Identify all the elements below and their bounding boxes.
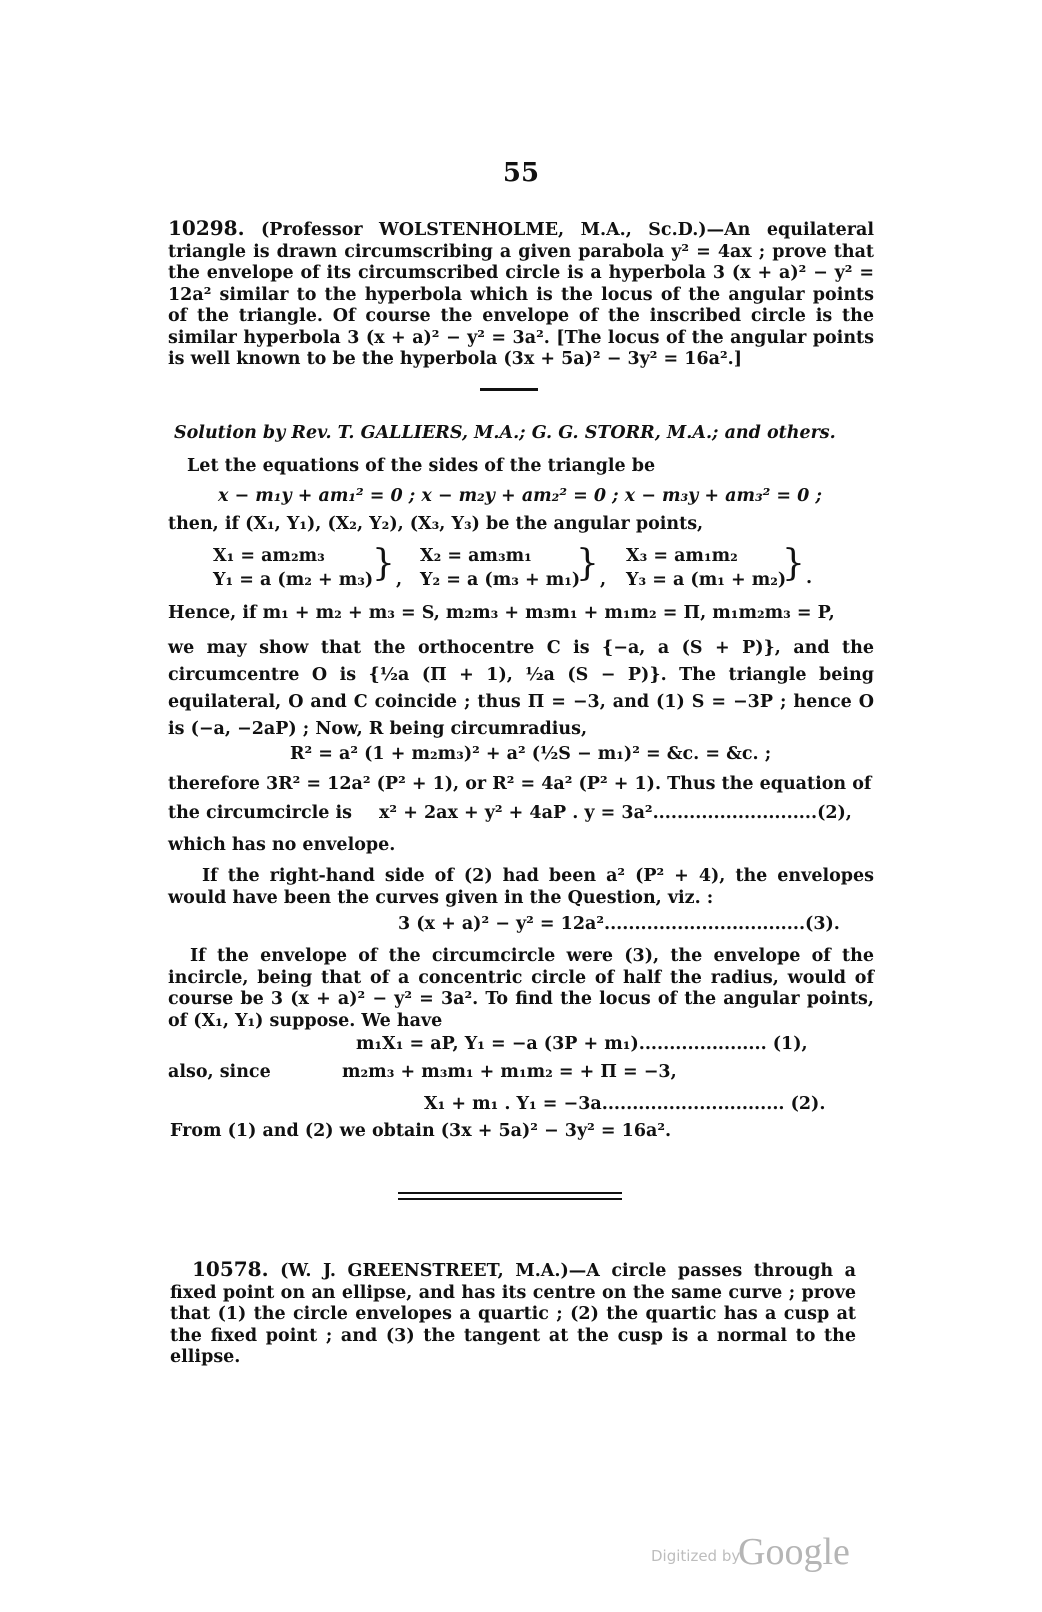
therefore-line: therefore 3R² = 12a² (P² + 1), or R² = 4a² (P² + 1). Thus the equation of xyxy=(168,774,872,794)
page-number: 55 xyxy=(502,158,540,188)
angular-points-line: then, if (X₁, Y₁), (X₂, Y₂), (X₃, Y₃) be the angular points, xyxy=(168,514,704,534)
also-equation: m₂m₃ + m₃m₁ + m₁m₂ = + Π = −3, xyxy=(342,1062,677,1082)
conclusion-line: From (1) and (2) we obtain (3x + 5a)² − 3y² = 16a². xyxy=(170,1121,672,1141)
y2-eq: Y₂ = a (m₃ + m₁) xyxy=(420,570,581,590)
problem-10298 xyxy=(168,218,874,371)
period-1: . xyxy=(806,568,813,588)
problem-number: 10578. xyxy=(192,1257,269,1281)
google-logo: Google xyxy=(738,1531,850,1573)
also-label: also, since xyxy=(168,1062,271,1082)
problem-10578 xyxy=(170,1259,856,1369)
problem-number: 10298. xyxy=(168,216,245,240)
brace-1: } xyxy=(372,543,395,584)
digitized-by-label: Digitized by xyxy=(651,1547,741,1565)
circumcircle-equation: x² + 2ax + y² + 4aP . y = 3a²...........................(2), xyxy=(379,803,852,823)
double-rule-bottom xyxy=(398,1198,622,1200)
incircle-paragraph: If the envelope of the circumcircle were (3), the envelope of the incircle, being that of a concentric circle of half the radius, would of course be 3 (x + a)² − y² = 3a². To find the locus of the angular points, of (X₁, Y₁) suppose. We have xyxy=(168,946,874,1031)
hence-line: Hence, if m₁ + m₂ + m₃ = S, m₂m₃ + m₃m₁ + m₁m₂ = Π, m₁m₂m₃ = P, xyxy=(168,603,835,623)
equation-3: 3 (x + a)² − y² = 12a².................................(3). xyxy=(398,914,840,934)
brace-2: } xyxy=(576,543,599,584)
x1-eq: X₁ = am₂m₃ xyxy=(213,546,325,566)
intro-line: Let the equations of the sides of the triangle be xyxy=(187,456,656,476)
y3-eq: Y₃ = a (m₁ + m₂) xyxy=(626,570,787,590)
equation-1: m₁X₁ = aP, Y₁ = −a (3P + m₁)..................... (1), xyxy=(356,1034,808,1054)
equation-2: X₁ + m₁ . Y₁ = −3a.............................. (2). xyxy=(424,1094,826,1114)
circumradius-equation: R² = a² (1 + m₂m₃)² + a² (½S − m₁)² = &c. = &c. ; xyxy=(290,744,772,764)
short-rule xyxy=(480,388,538,391)
x3-eq: X₃ = am₁m₂ xyxy=(626,546,738,566)
comma-2: , xyxy=(600,570,607,590)
circumcircle-label: the circumcircle is xyxy=(168,803,353,823)
problem-text: (W. J. GREENSTREET, M.A.)—A circle passes through a fixed point on an ellipse, and has its centre on the same curve ; prove that (1) the circle envelopes a quartic ; (2) the quartic has a cusp at the fixed point ; and (3) the tangent at the cusp is a normal to the ellipse. xyxy=(170,1261,857,1367)
no-envelope-line: which has no envelope. xyxy=(168,835,396,855)
solution-heading: Solution by Rev. T. GALLIERS, M.A.; G. G. STORR, M.A.; and others. xyxy=(174,423,836,443)
x2-eq: X₂ = am₃m₁ xyxy=(420,546,532,566)
brace-3: } xyxy=(782,543,805,584)
orthocentre-paragraph: we may show that the orthocentre C is {−a, a (S + P)}, and the circumcentre O is {½a (Π + 1), ½a (S − P)}. The triangle being equilateral, O and C coincide ; thus Π = −3, and (1) S = −3P ; hence O is (−a, −2aP) ; Now, R being circumradius, xyxy=(168,638,874,739)
comma-1: , xyxy=(396,570,403,590)
problem-text: (Professor WOLSTENHOLME, M.A., Sc.D.)—An equilateral triangle is drawn circumscribing a given parabola y² = 4ax ; prove that the envelope of its circumscribed circle is a hyperbola 3 (x + a)² − y² = 12a² similar to the hyperbola which is the locus of the angular points of the triangle. Of course the envelope of the inscribed circle is the similar hyperbola 3 (x + a)² − y² = 3a². [The locus of the angular points is well known to be the hyperbola (3x + 5a)² − 3y² = 16a².] xyxy=(168,220,875,369)
double-rule-top xyxy=(398,1192,622,1194)
right-hand-side-paragraph: If the right-hand side of (2) had been a² (P² + 4), the envelopes would have been the curves given in the Question, viz. : xyxy=(168,866,874,908)
sides-equation: x − m₁y + am₁² = 0 ; x − m₂y + am₂² = 0 ; x − m₃y + am₃² = 0 ; xyxy=(218,486,822,506)
y1-eq: Y₁ = a (m₂ + m₃) xyxy=(213,570,374,590)
